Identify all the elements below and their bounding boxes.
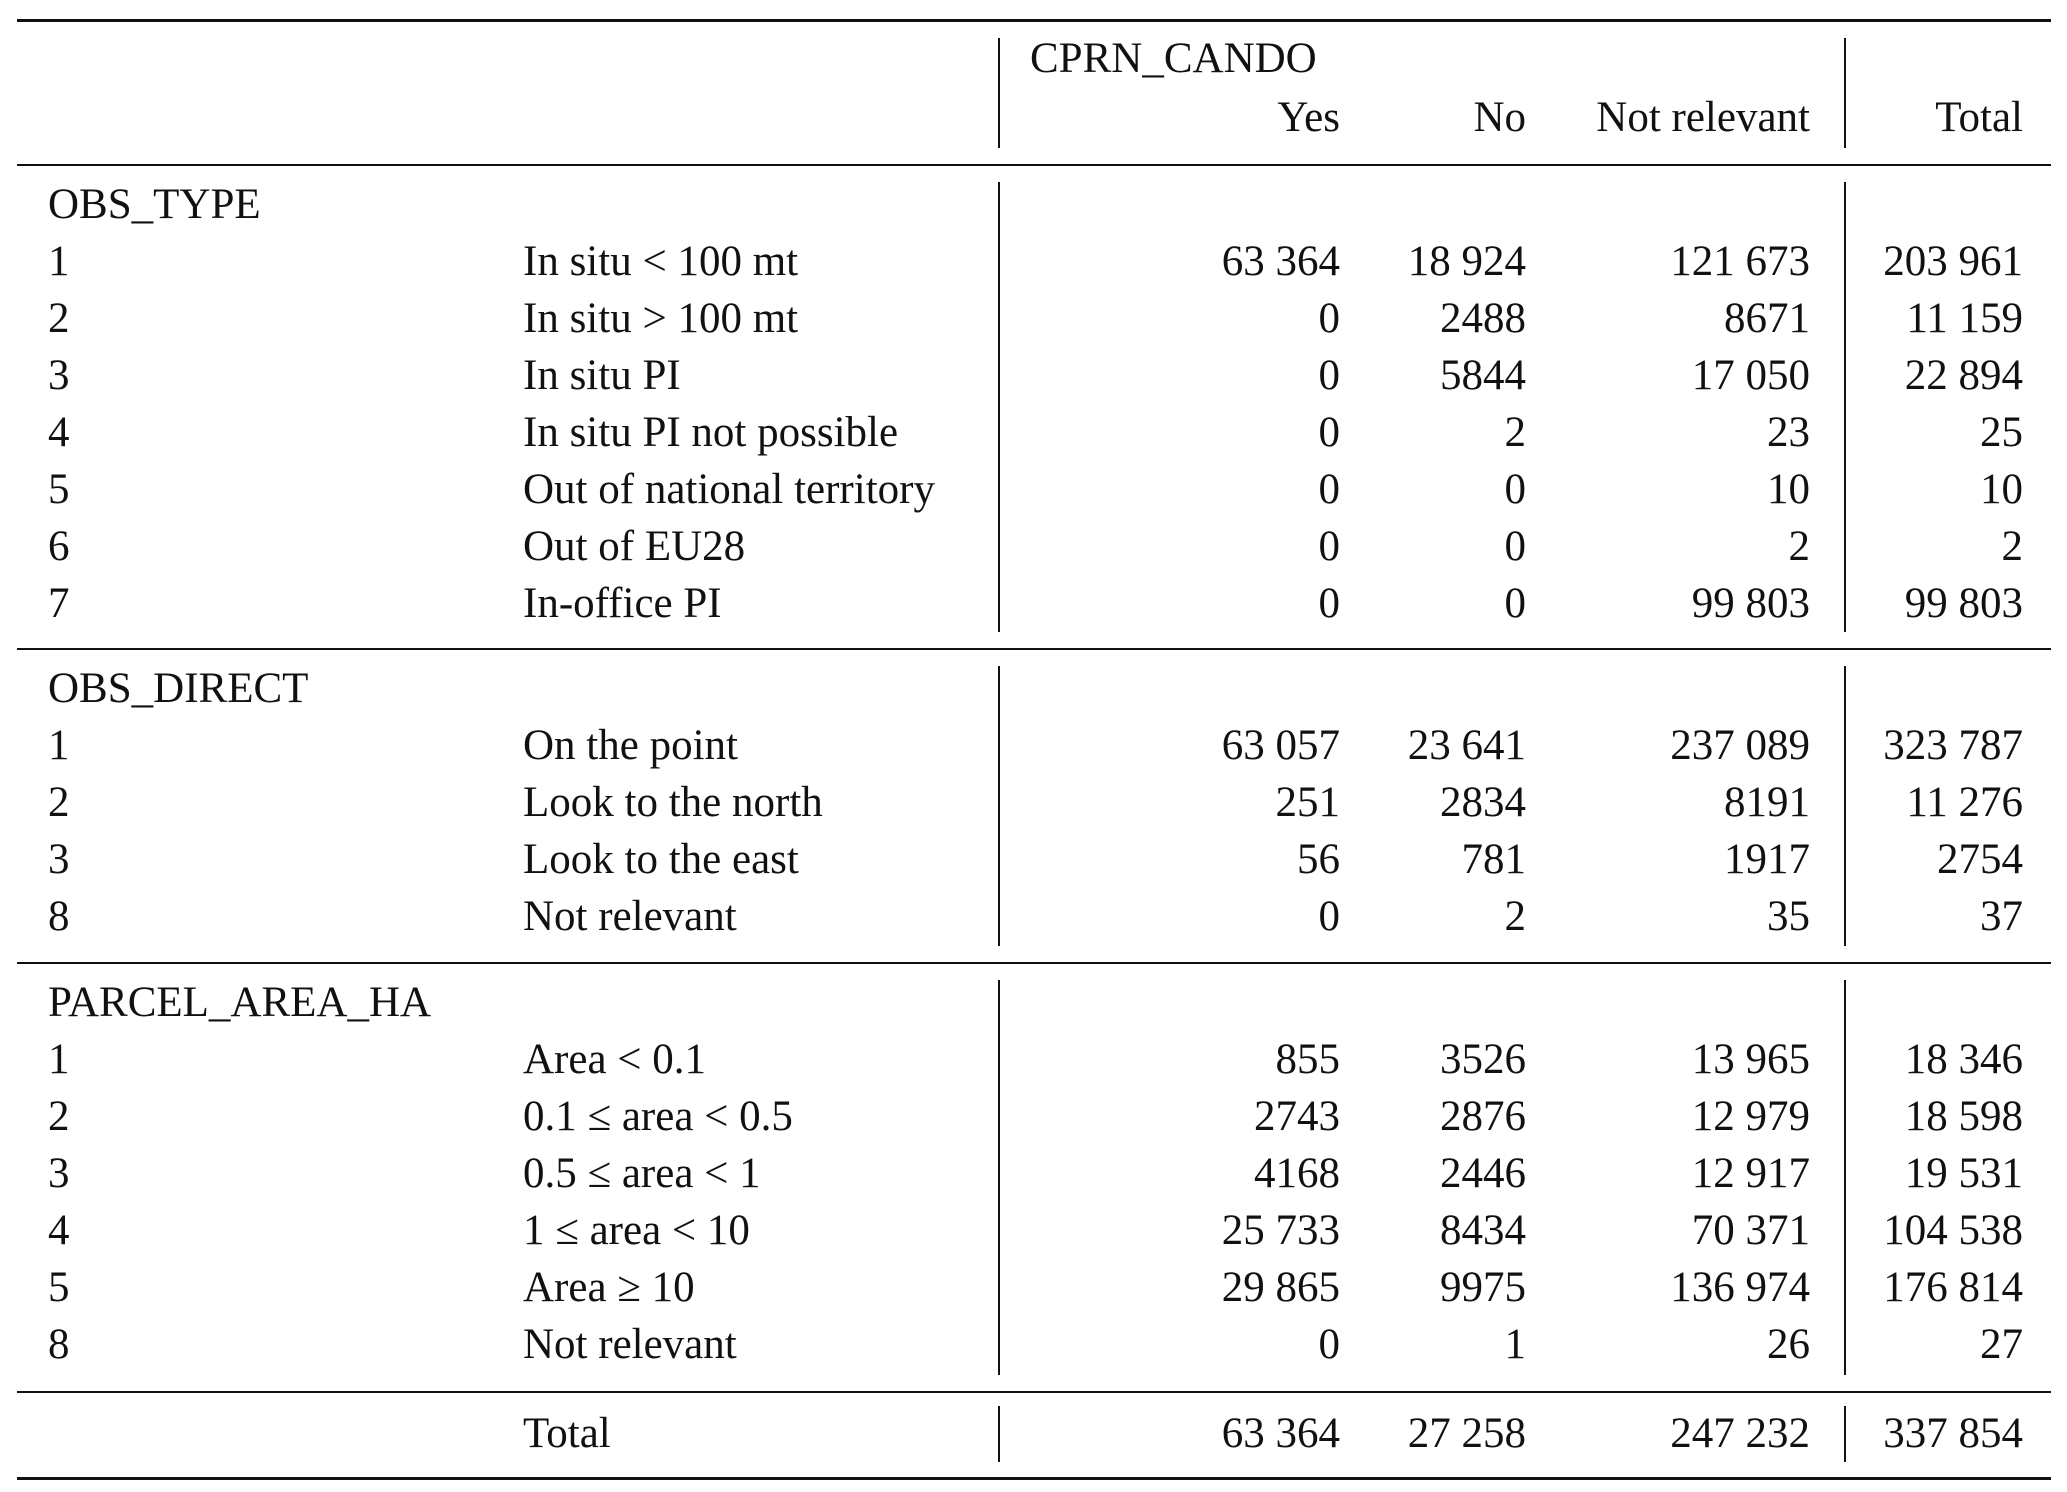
cell-no: 0 — [1504, 523, 1526, 570]
total-row-label: Total — [523, 1410, 611, 1457]
cell-total: 18 346 — [1904, 1036, 2023, 1083]
cell-no: 2488 — [1440, 295, 1526, 342]
total-row-total: 337 854 — [1883, 1410, 2023, 1457]
row-label: 0.1 ≤ area < 0.5 — [523, 1093, 793, 1140]
row-label: Out of EU28 — [523, 523, 746, 570]
section-rule-2 — [17, 962, 2051, 964]
label-divider-obs-direct — [998, 666, 1000, 946]
cell-not-relevant: 26 — [1767, 1321, 1810, 1368]
column-header-no: No — [1473, 94, 1526, 141]
cell-yes: 29 865 — [1221, 1264, 1340, 1311]
column-header-not-relevant: Not relevant — [1596, 94, 1810, 141]
cell-no: 9975 — [1440, 1264, 1526, 1311]
cell-not-relevant: 12 979 — [1691, 1093, 1810, 1140]
cell-yes: 4168 — [1254, 1150, 1340, 1197]
cell-not-relevant: 8191 — [1724, 779, 1810, 826]
cell-total: 176 814 — [1883, 1264, 2023, 1311]
cell-total: 37 — [1980, 893, 2023, 940]
row-code: 2 — [48, 1093, 70, 1140]
section-rule-3 — [17, 1391, 2051, 1393]
cell-not-relevant: 23 — [1767, 409, 1810, 456]
row-code: 1 — [48, 238, 70, 285]
row-label: 0.5 ≤ area < 1 — [523, 1150, 761, 1197]
section-rule-1 — [17, 648, 2051, 650]
cell-yes: 63 364 — [1221, 238, 1340, 285]
label-divider-header — [998, 38, 1000, 148]
total-row-not-relevant: 247 232 — [1670, 1410, 1810, 1457]
row-label: Look to the north — [523, 779, 823, 826]
cell-yes: 25 733 — [1221, 1207, 1340, 1254]
cell-total: 18 598 — [1904, 1093, 2023, 1140]
cell-no: 781 — [1461, 836, 1526, 883]
cell-yes: 63 057 — [1221, 722, 1340, 769]
cell-total: 25 — [1980, 409, 2023, 456]
cell-yes: 0 — [1318, 352, 1340, 399]
cell-no: 2 — [1504, 409, 1526, 456]
label-divider-total — [998, 1406, 1000, 1462]
cell-no: 2446 — [1440, 1150, 1526, 1197]
row-label: Not relevant — [523, 893, 737, 940]
row-label: In situ < 100 mt — [523, 238, 799, 285]
row-code: 8 — [48, 893, 70, 940]
total-row-no: 27 258 — [1407, 1410, 1526, 1457]
row-code: 4 — [48, 409, 70, 456]
cell-not-relevant: 13 965 — [1691, 1036, 1810, 1083]
cell-no: 5844 — [1440, 352, 1526, 399]
row-label: 1 ≤ area < 10 — [523, 1207, 750, 1254]
cell-total: 203 961 — [1883, 238, 2023, 285]
row-code: 5 — [48, 466, 70, 513]
row-code: 7 — [48, 580, 70, 627]
cell-not-relevant: 12 917 — [1691, 1150, 1810, 1197]
cell-total: 19 531 — [1904, 1150, 2023, 1197]
row-code: 3 — [48, 352, 70, 399]
cell-not-relevant: 2 — [1788, 523, 1810, 570]
cell-not-relevant: 99 803 — [1691, 580, 1810, 627]
cell-no: 2876 — [1440, 1093, 1526, 1140]
cell-yes: 0 — [1318, 893, 1340, 940]
row-label: In-office PI — [523, 580, 722, 627]
row-label: In situ PI not possible — [523, 409, 899, 456]
section-title: OBS_DIRECT — [48, 665, 309, 712]
cell-yes: 2743 — [1254, 1093, 1340, 1140]
cell-total: 11 159 — [1906, 295, 2023, 342]
row-code: 2 — [48, 295, 70, 342]
cell-total: 11 276 — [1906, 779, 2023, 826]
total-row-yes: 63 364 — [1221, 1410, 1340, 1457]
cell-yes: 0 — [1318, 580, 1340, 627]
cell-total: 2 — [2001, 523, 2023, 570]
cell-no: 8434 — [1440, 1207, 1526, 1254]
cell-not-relevant: 237 089 — [1670, 722, 1810, 769]
cell-total: 104 538 — [1883, 1207, 2023, 1254]
row-code: 3 — [48, 1150, 70, 1197]
row-code: 5 — [48, 1264, 70, 1311]
cell-not-relevant: 121 673 — [1670, 238, 1810, 285]
row-label: Area ≥ 10 — [523, 1264, 695, 1311]
cell-not-relevant: 8671 — [1724, 295, 1810, 342]
row-code: 8 — [48, 1321, 70, 1368]
row-code: 4 — [48, 1207, 70, 1254]
cell-no: 2 — [1504, 893, 1526, 940]
cell-not-relevant: 1917 — [1724, 836, 1810, 883]
header-rule — [17, 164, 2051, 166]
column-header-total: Total — [1935, 94, 2023, 141]
row-code: 2 — [48, 779, 70, 826]
row-code: 6 — [48, 523, 70, 570]
cell-no: 18 924 — [1407, 238, 1526, 285]
cell-total: 22 894 — [1904, 352, 2023, 399]
cell-no: 3526 — [1440, 1036, 1526, 1083]
column-header-yes: Yes — [1277, 94, 1340, 141]
row-label: On the point — [523, 722, 738, 769]
row-label: Not relevant — [523, 1321, 737, 1368]
section-title: OBS_TYPE — [48, 181, 261, 228]
row-label: In situ PI — [523, 352, 681, 399]
row-code: 1 — [48, 722, 70, 769]
cell-total: 99 803 — [1904, 580, 2023, 627]
section-title: PARCEL_AREA_HA — [48, 979, 432, 1026]
cell-no: 0 — [1504, 580, 1526, 627]
row-code: 3 — [48, 836, 70, 883]
cell-yes: 0 — [1318, 466, 1340, 513]
cell-not-relevant: 70 371 — [1691, 1207, 1810, 1254]
row-label: Out of national territory — [523, 466, 935, 513]
cell-no: 23 641 — [1407, 722, 1526, 769]
row-label: In situ > 100 mt — [523, 295, 799, 342]
cell-not-relevant: 17 050 — [1691, 352, 1810, 399]
cell-no: 0 — [1504, 466, 1526, 513]
cell-yes: 0 — [1318, 523, 1340, 570]
label-divider-obs-type — [998, 182, 1000, 632]
cell-yes: 56 — [1297, 836, 1340, 883]
cell-no: 1 — [1504, 1321, 1526, 1368]
cell-yes: 0 — [1318, 409, 1340, 456]
bottom-rule — [17, 1477, 2051, 1480]
row-label: Area < 0.1 — [523, 1036, 707, 1083]
cell-total: 27 — [1980, 1321, 2023, 1368]
cell-total: 2754 — [1937, 836, 2023, 883]
cell-total: 10 — [1980, 466, 2023, 513]
cell-yes: 0 — [1318, 1321, 1340, 1368]
cell-total: 323 787 — [1883, 722, 2023, 769]
cell-yes: 0 — [1318, 295, 1340, 342]
cell-no: 2834 — [1440, 779, 1526, 826]
cell-yes: 855 — [1275, 1036, 1340, 1083]
row-code: 1 — [48, 1036, 70, 1083]
label-divider-parcel-area — [998, 980, 1000, 1375]
cell-not-relevant: 10 — [1767, 466, 1810, 513]
column-group-label: CPRN_CANDO — [1030, 35, 1317, 82]
top-rule — [17, 19, 2051, 22]
row-label: Look to the east — [523, 836, 799, 883]
cell-not-relevant: 35 — [1767, 893, 1810, 940]
cell-not-relevant: 136 974 — [1670, 1264, 1810, 1311]
cell-yes: 251 — [1275, 779, 1340, 826]
